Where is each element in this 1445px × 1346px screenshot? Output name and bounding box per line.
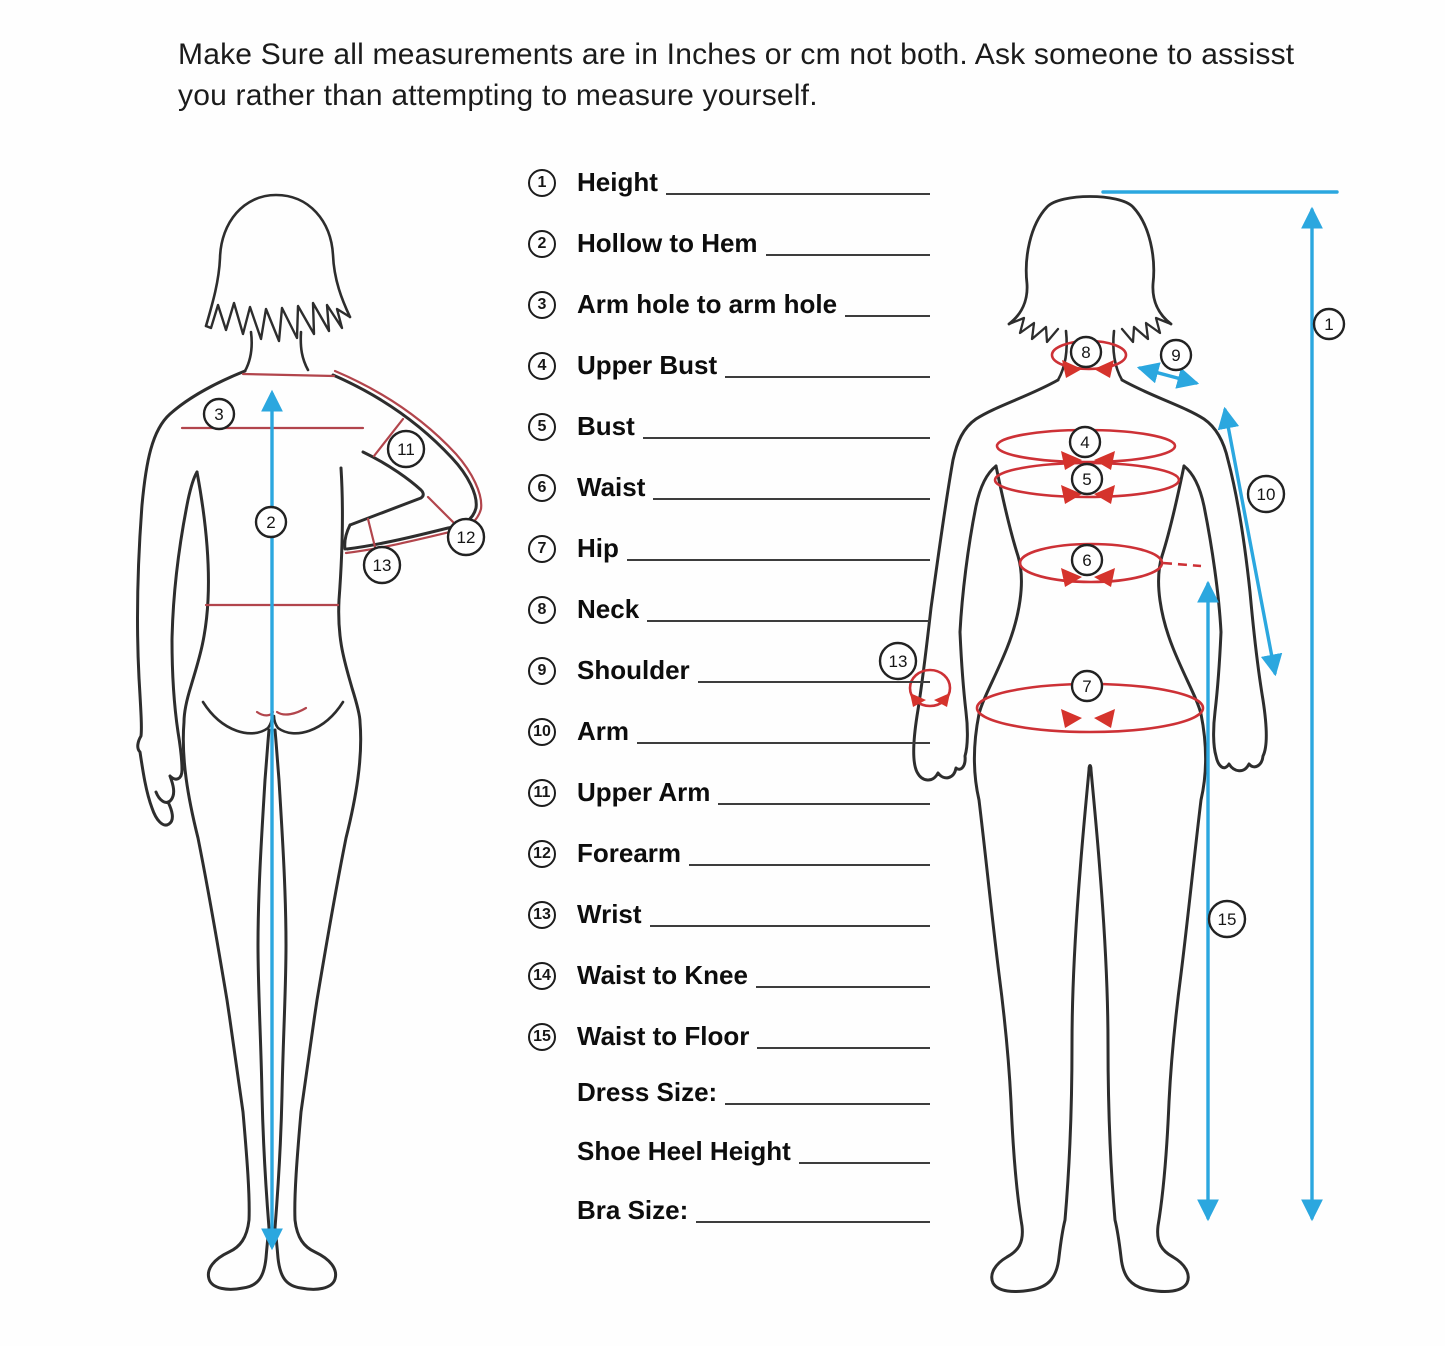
waist-dashed-line	[1163, 563, 1201, 566]
measurement-list	[528, 152, 930, 1240]
measurement-row-forearm	[528, 823, 930, 884]
measurement-number-badge: 11	[528, 779, 556, 807]
back-figure-marker-12	[448, 519, 484, 555]
extra-field-label: Dress Size:	[577, 1077, 718, 1107]
measurement-number-badge: 6	[528, 474, 556, 502]
front-hair-outline	[1009, 197, 1171, 325]
measurement-number-badge: 15	[528, 1023, 556, 1051]
measurement-number-badge: 14	[528, 962, 556, 990]
marker-number: 3	[214, 405, 224, 424]
measurement-row-height	[528, 152, 930, 213]
measurement-label: Hip	[577, 533, 619, 563]
measurement-number-badge: 7	[528, 535, 556, 563]
back-view-figure	[138, 195, 477, 1289]
measurement-row-arm-hole-to-arm-hole	[528, 274, 930, 335]
fill-in-line	[627, 559, 930, 561]
back-hair-spikes	[206, 303, 350, 341]
marker-number: 10	[1256, 485, 1276, 504]
fill-in-line	[696, 1221, 930, 1223]
measurement-row-waist	[528, 457, 930, 518]
marker-number: 7	[1082, 677, 1092, 696]
arm-length-arrow	[1225, 410, 1275, 673]
front-figure-marker-9	[1161, 340, 1191, 370]
measurement-label: Bust	[577, 411, 635, 441]
measurement-label: Height	[577, 167, 658, 197]
fill-in-line	[757, 1047, 930, 1049]
forearm-tick	[428, 497, 453, 522]
measurement-row-upper-arm	[528, 762, 930, 823]
measurement-label: Upper Bust	[577, 350, 718, 380]
marker-number: 8	[1081, 343, 1091, 362]
measurement-number-badge: 2	[528, 230, 556, 258]
measurement-number-badge: 12	[528, 840, 556, 868]
measurement-row-shoulder	[528, 640, 930, 701]
marker-number: 2	[266, 513, 276, 532]
instructions-text: Make Sure all measurements are in Inches or cm not both. Ask someone to assisst you rather than attempting to measure yourself.	[178, 38, 1295, 112]
fill-in-line	[689, 864, 930, 866]
extra-field-label: Bra Size:	[577, 1195, 689, 1225]
hip-arrowheads	[1061, 709, 1115, 728]
extra-field-label: Shoe Heel Height	[577, 1136, 791, 1166]
fill-in-line	[647, 620, 930, 622]
measurement-rows	[528, 152, 930, 1067]
back-left-arm-inner	[172, 472, 197, 640]
measurement-row-bust	[528, 396, 930, 457]
front-figure-marker-1	[1314, 309, 1344, 339]
measurement-row-hollow-to-hem	[528, 213, 930, 274]
front-figure-marker-15	[1209, 901, 1245, 937]
fill-in-line	[718, 803, 930, 805]
front-torso-and-legs	[975, 466, 1206, 1292]
marker-number: 9	[1171, 346, 1181, 365]
fill-in-line	[698, 681, 930, 683]
marker-number: 12	[456, 528, 476, 547]
fill-in-line	[637, 742, 930, 744]
back-figure-marker-11	[388, 431, 424, 467]
back-figure-marker-3	[204, 399, 234, 429]
measurement-label: Wrist	[577, 899, 642, 929]
front-figure-marker-7	[1072, 671, 1102, 701]
measurement-label: Shoulder	[577, 655, 690, 685]
measurement-label: Hollow to Hem	[577, 228, 758, 258]
front-view-blue-annotations	[1103, 192, 1337, 1218]
extra-field-row-shoe-heel-height	[528, 1122, 930, 1181]
measurement-number-badge: 4	[528, 352, 556, 380]
front-figure-marker-6	[1072, 545, 1102, 575]
measurement-row-waist-to-knee	[528, 945, 930, 1006]
measurement-label: Waist to Knee	[577, 960, 748, 990]
measurement-label: Arm	[577, 716, 630, 746]
measurement-number-badge: 13	[528, 901, 556, 929]
fill-in-line	[650, 925, 930, 927]
extra-fields	[528, 1063, 930, 1240]
extra-field-row-bra-size-	[528, 1181, 930, 1240]
measurement-number-badge: 5	[528, 413, 556, 441]
marker-number: 11	[397, 440, 415, 459]
fill-in-line	[653, 498, 930, 500]
marker-number: 13	[372, 556, 392, 575]
hollow-line	[243, 374, 334, 376]
back-figure-marker-2	[256, 507, 286, 537]
marker-number: 4	[1080, 433, 1090, 452]
marker-number: 13	[888, 652, 908, 671]
measurement-label: Upper Arm	[577, 777, 711, 807]
marker-number: 5	[1082, 470, 1092, 489]
measurement-row-arm	[528, 701, 930, 762]
front-figure-marker-5	[1072, 464, 1102, 494]
marker-number: 15	[1217, 910, 1237, 929]
back-crotch-lines	[257, 708, 306, 715]
measurement-number-badge: 9	[528, 657, 556, 685]
measurement-row-waist-to-floor	[528, 1006, 930, 1067]
measurement-number-badge: 8	[528, 596, 556, 624]
measurement-number-badge: 10	[528, 718, 556, 746]
back-figure-marker-13	[364, 547, 400, 583]
measurement-label: Forearm	[577, 838, 682, 868]
fill-in-line	[799, 1162, 930, 1164]
marker-number: 6	[1082, 551, 1092, 570]
measurement-row-upper-bust	[528, 335, 930, 396]
fill-in-line	[725, 1103, 930, 1105]
front-figure-marker-4	[1070, 427, 1100, 457]
measurement-number-badge: 3	[528, 291, 556, 319]
extra-field-row-dress-size-	[528, 1063, 930, 1122]
back-torso-right-leg	[275, 468, 361, 1289]
front-figure-marker-8	[1071, 337, 1101, 367]
measurement-label: Neck	[577, 594, 640, 624]
fill-in-line	[845, 315, 930, 317]
fill-in-line	[643, 437, 930, 439]
measurement-label: Waist	[577, 472, 646, 502]
front-hair-spikes-right	[1122, 318, 1171, 342]
measurement-label: Waist to Floor	[577, 1021, 750, 1051]
back-torso-left-leg	[183, 472, 269, 1289]
fill-in-line	[666, 193, 930, 195]
measurement-number-badge: 1	[528, 169, 556, 197]
wrist-tick	[368, 519, 375, 547]
front-figure-marker-10	[1248, 476, 1284, 512]
shoulder-arrow	[1140, 368, 1196, 383]
fill-in-line	[756, 986, 930, 988]
measurement-label: Arm hole to arm hole	[577, 289, 838, 319]
front-hair-spikes-left	[1009, 318, 1058, 342]
front-left-arm	[914, 380, 1058, 780]
measurement-row-wrist	[528, 884, 930, 945]
marker-number: 1	[1324, 315, 1334, 334]
back-left-arm	[138, 371, 245, 825]
measurement-row-neck	[528, 579, 930, 640]
front-view-red-annotations	[910, 341, 1203, 732]
fill-in-line	[725, 376, 930, 378]
measurement-row-hip	[528, 518, 930, 579]
fill-in-line	[766, 254, 930, 256]
